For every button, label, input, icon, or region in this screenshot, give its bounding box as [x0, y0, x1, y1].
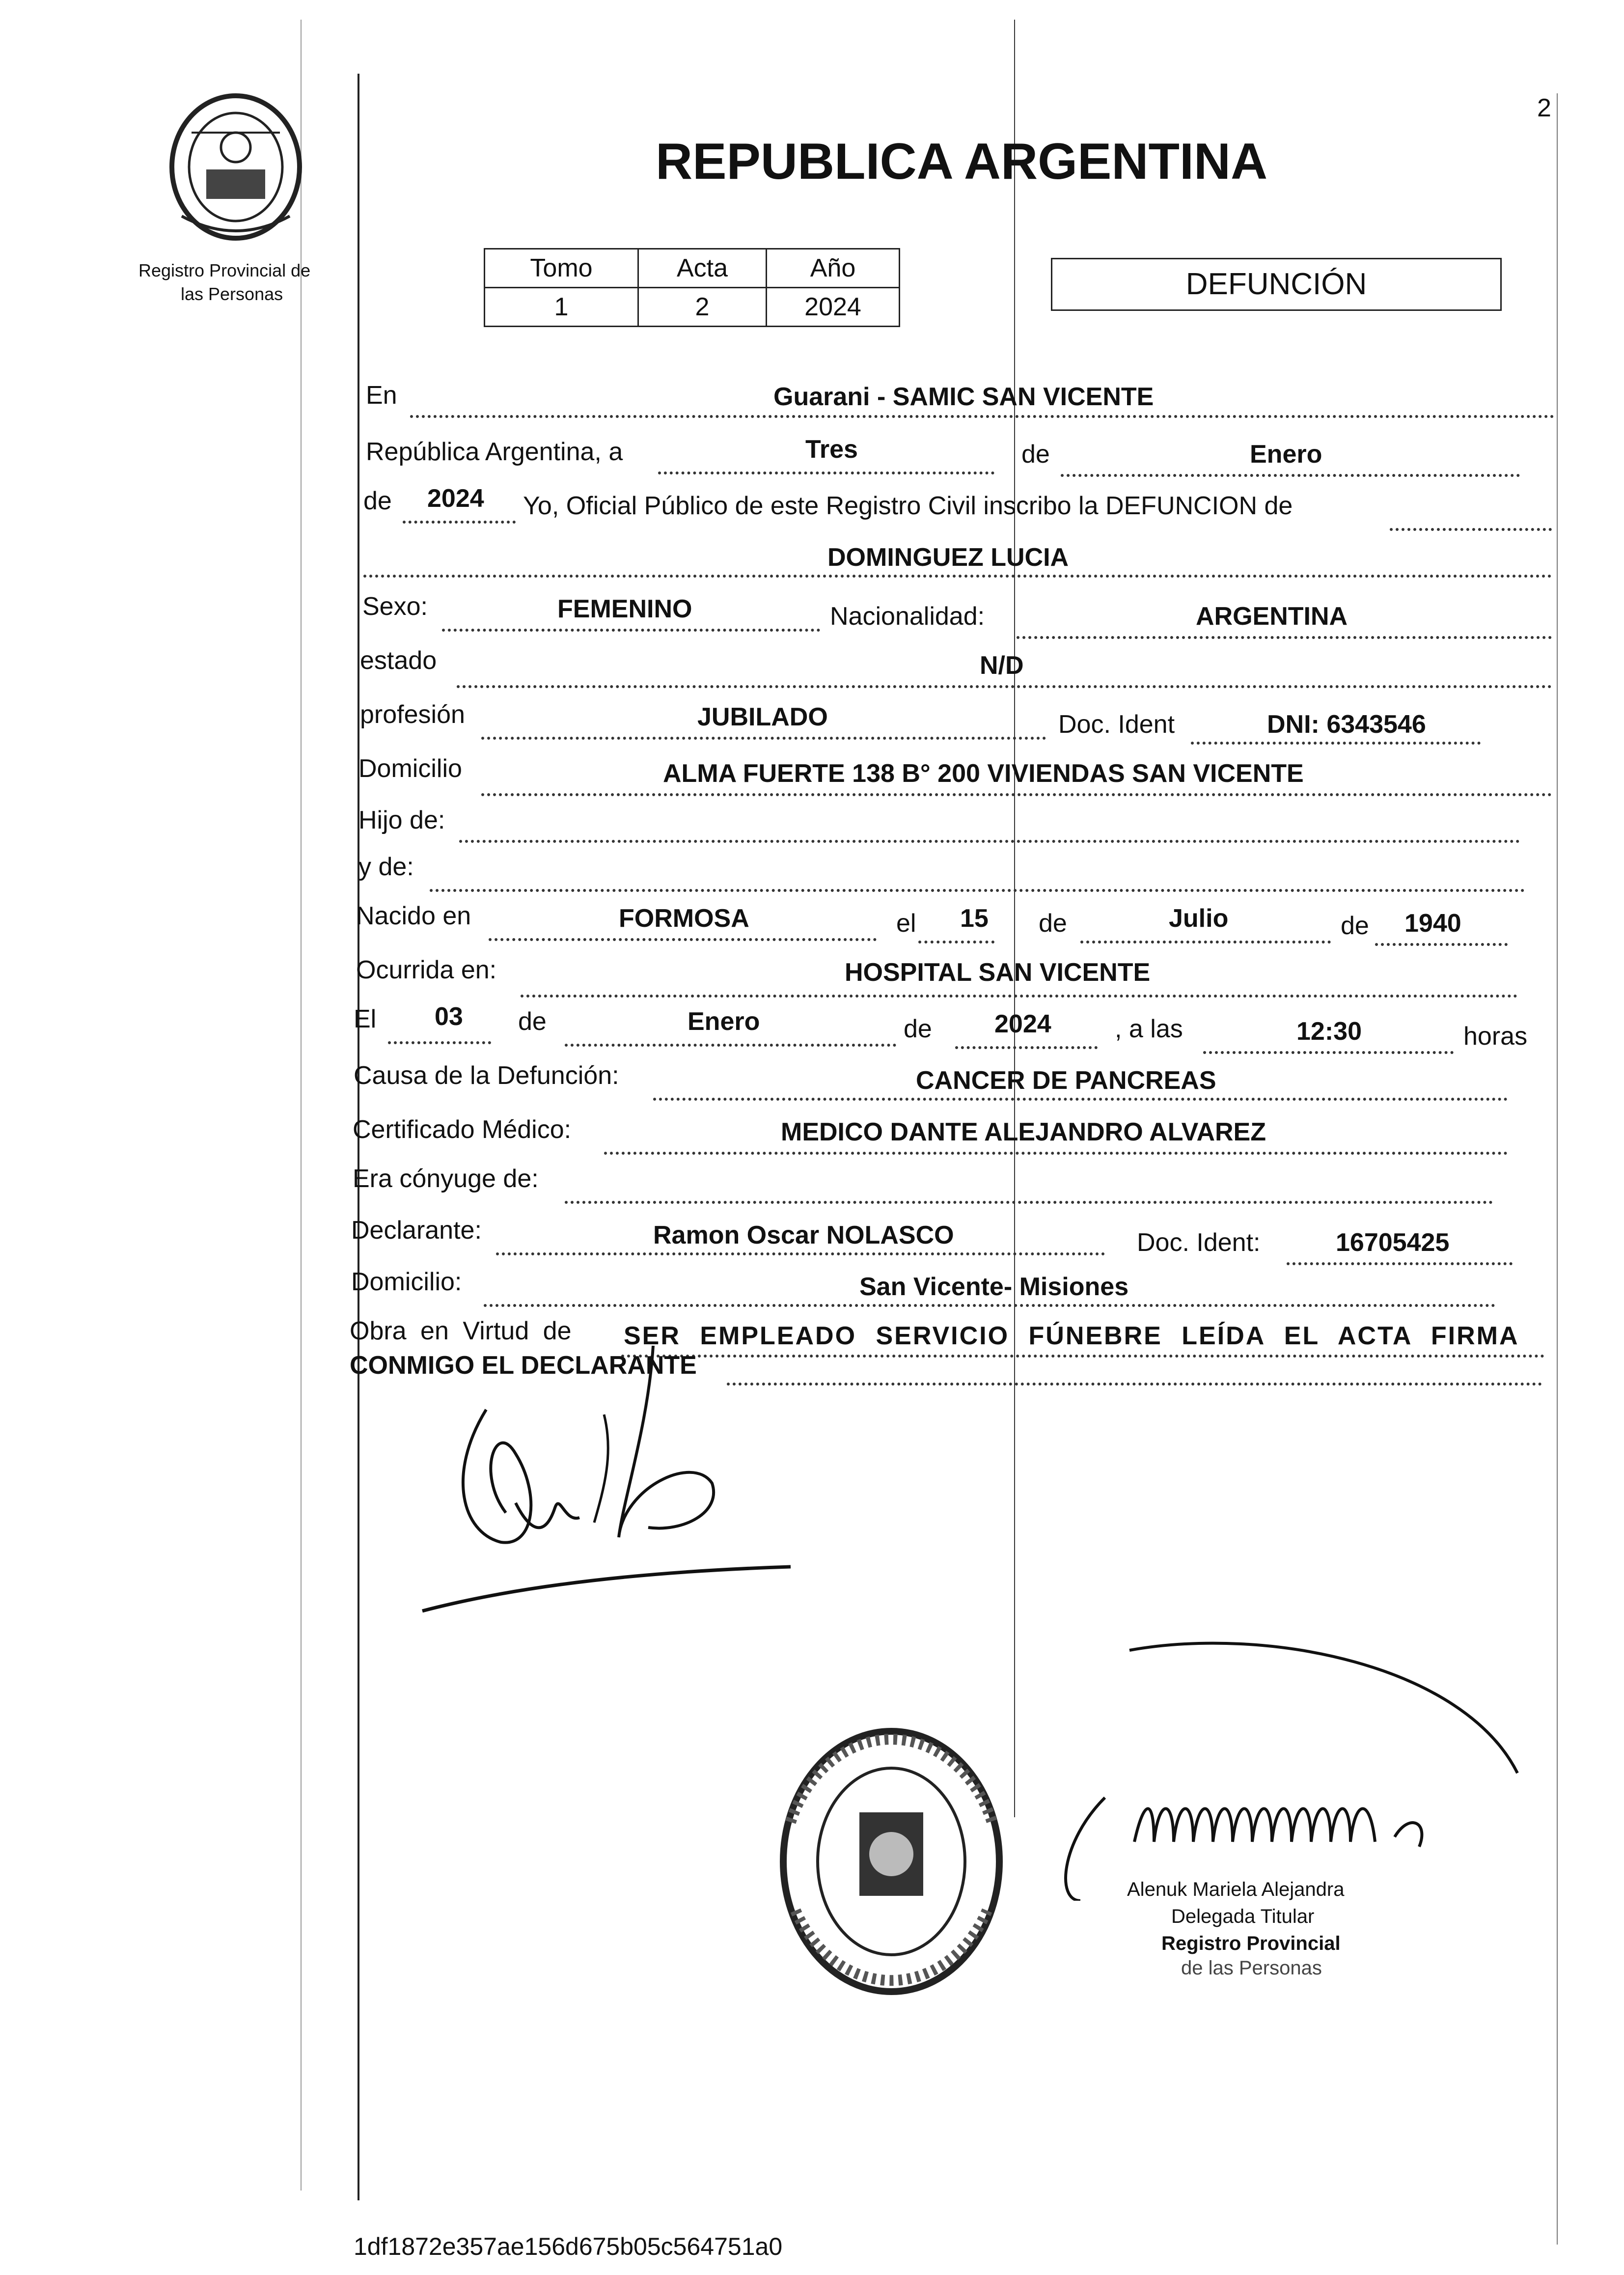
official-name: Alenuk Mariela Alejandra — [1127, 1879, 1345, 1900]
officer-text: Yo, Oficial Público de este Registro Civil inscribo la DEFUNCION de — [523, 492, 1293, 520]
doc2-dots — [1287, 1262, 1513, 1265]
official-title: Delegada Titular — [1171, 1906, 1315, 1927]
year-value: 2024 — [427, 484, 484, 513]
document-title: REPUBLICA ARGENTINA — [656, 133, 1268, 190]
value-tomo: 1 — [485, 288, 638, 327]
de4-label: de — [1341, 912, 1369, 940]
death-month: Enero — [688, 1007, 760, 1036]
obra-label: Obra en Virtud de — [350, 1317, 572, 1345]
conyuge-dots — [565, 1201, 1493, 1204]
death-day-dots — [388, 1041, 491, 1044]
official-org-line1: Registro Provincial — [1161, 1933, 1341, 1954]
estado-label: estado — [360, 646, 437, 675]
official-stamp — [776, 1724, 1007, 1999]
registry-name-line1: Registro Provincial de — [138, 260, 311, 280]
nacido-value: FORMOSA — [619, 904, 749, 933]
doc-dots — [1191, 742, 1481, 745]
day-dots — [658, 472, 994, 474]
hijo-label: Hijo de: — [358, 806, 445, 834]
ocurrida-value: HOSPITAL SAN VICENTE — [845, 958, 1151, 987]
estado-dots — [457, 685, 1552, 688]
conyuge-label: Era cónyuge de: — [353, 1165, 539, 1193]
officer-dots — [1390, 528, 1552, 531]
declarante-label: Declarante: — [351, 1216, 482, 1245]
declarante-dots — [496, 1252, 1105, 1255]
de3-label: de — [1039, 909, 1067, 938]
year-dots — [403, 521, 516, 524]
record-type: DEFUNCIÓN — [1185, 267, 1367, 301]
record-type-box — [1051, 258, 1502, 311]
obra-dots-2 — [727, 1383, 1542, 1386]
value-ano: 2024 — [767, 288, 900, 327]
domicilio2-value: San Vicente- Misiones — [859, 1273, 1129, 1301]
de5-label: de — [518, 1007, 547, 1036]
death-time: 12:30 — [1296, 1017, 1362, 1046]
obra-value-line2: CONMIGO EL DECLARANTE — [350, 1351, 697, 1380]
death-day: 03 — [435, 1002, 463, 1031]
day-words: Tres — [805, 435, 858, 464]
en-label: En — [366, 381, 397, 410]
official-signature — [1021, 1636, 1562, 1901]
yde-dots — [430, 889, 1525, 892]
en-dots — [410, 415, 1554, 418]
yde-label: y de: — [358, 853, 414, 881]
document-hash: 1df1872e357ae156d675b05c564751a0 — [354, 2233, 783, 2260]
time-dots — [1203, 1051, 1454, 1054]
domicilio2-label: Domicilio: — [351, 1268, 462, 1296]
death-year-dots — [955, 1046, 1098, 1049]
domicilio-dots — [481, 793, 1552, 796]
right-margin-line — [1557, 93, 1558, 2245]
de1-label: de — [1021, 440, 1050, 469]
certificado-value: MEDICO DANTE ALEJANDRO ALVAREZ — [781, 1118, 1266, 1146]
header-acta: Acta — [638, 249, 767, 288]
month-words: Enero — [1250, 440, 1322, 469]
causa-label: Causa de la Defunción: — [354, 1061, 619, 1090]
doc-value: DNI: 6343546 — [1267, 710, 1426, 739]
domicilio-value: ALMA FUERTE 138 B° 200 VIVIENDAS SAN VICENTE — [663, 759, 1304, 788]
left-margin-line-2 — [301, 20, 302, 2191]
nacionalidad-dots — [1017, 636, 1552, 639]
birth-year-dots — [1375, 943, 1508, 946]
nacionalidad-label: Nacionalidad: — [830, 602, 985, 631]
birth-month-dots — [1080, 941, 1331, 943]
sexo-value: FEMENINO — [557, 595, 692, 623]
nacido-dots — [489, 938, 877, 941]
obra-value-line1: SER EMPLEADO SERVICIO FÚNEBRE LEÍDA EL ACTA FIRMA — [624, 1322, 1519, 1350]
ocurrida-label: Ocurrida en: — [356, 956, 497, 984]
alas-label: , a las — [1115, 1015, 1183, 1043]
doc2-value: 16705425 — [1336, 1228, 1450, 1257]
de2-label: de — [363, 487, 392, 515]
de6-label: de — [904, 1015, 932, 1043]
birth-day-dots — [918, 941, 994, 943]
certificado-dots — [604, 1152, 1508, 1155]
birth-month: Julio — [1169, 904, 1229, 933]
hijo-dots — [459, 840, 1520, 843]
en-value: Guarani - SAMIC SAN VICENTE — [773, 383, 1154, 411]
registry-seal — [162, 88, 309, 246]
nacionalidad-value: ARGENTINA — [1196, 602, 1348, 631]
birth-year: 1940 — [1404, 909, 1461, 938]
el2-label: El — [354, 1005, 377, 1033]
death-month-dots — [565, 1044, 896, 1047]
doc2-label: Doc. Ident: — [1137, 1228, 1261, 1257]
page-number: 2 — [1537, 94, 1551, 122]
birth-day: 15 — [960, 904, 989, 933]
certificado-label: Certificado Médico: — [353, 1115, 572, 1144]
official-org-line2: de las Personas — [1181, 1957, 1322, 1979]
header-ano: Año — [767, 249, 900, 288]
sexo-dots — [442, 629, 820, 632]
causa-dots — [653, 1098, 1508, 1101]
profesion-dots — [481, 737, 1046, 740]
registry-name-line2: las Personas — [181, 284, 283, 304]
header-tomo: Tomo — [485, 249, 638, 288]
fold-line — [1014, 20, 1015, 1817]
domicilio2-dots — [484, 1304, 1495, 1307]
declarant-signature — [417, 1326, 810, 1631]
death-year: 2024 — [994, 1010, 1051, 1038]
el-label: el — [896, 909, 916, 938]
month-dots — [1061, 474, 1520, 477]
nacido-label: Nacido en — [356, 902, 471, 930]
value-acta: 2 — [638, 288, 767, 327]
domicilio-label: Domicilio — [358, 754, 462, 783]
estado-value: N/D — [980, 651, 1024, 680]
declarante-value: Ramon Oscar NOLASCO — [653, 1221, 954, 1249]
rep-label: República Argentina, a — [366, 438, 623, 466]
record-table — [484, 248, 900, 327]
name-dots — [363, 575, 1552, 578]
ocurrida-dots — [521, 995, 1517, 998]
profesion-label: profesión — [360, 700, 465, 729]
causa-value: CANCER DE PANCREAS — [916, 1066, 1216, 1095]
horas-label: horas — [1463, 1022, 1528, 1051]
profesion-value: JUBILADO — [697, 703, 828, 731]
doc-label: Doc. Ident — [1058, 710, 1175, 739]
sexo-label: Sexo: — [362, 592, 428, 621]
deceased-name: DOMINGUEZ LUCIA — [827, 543, 1069, 572]
